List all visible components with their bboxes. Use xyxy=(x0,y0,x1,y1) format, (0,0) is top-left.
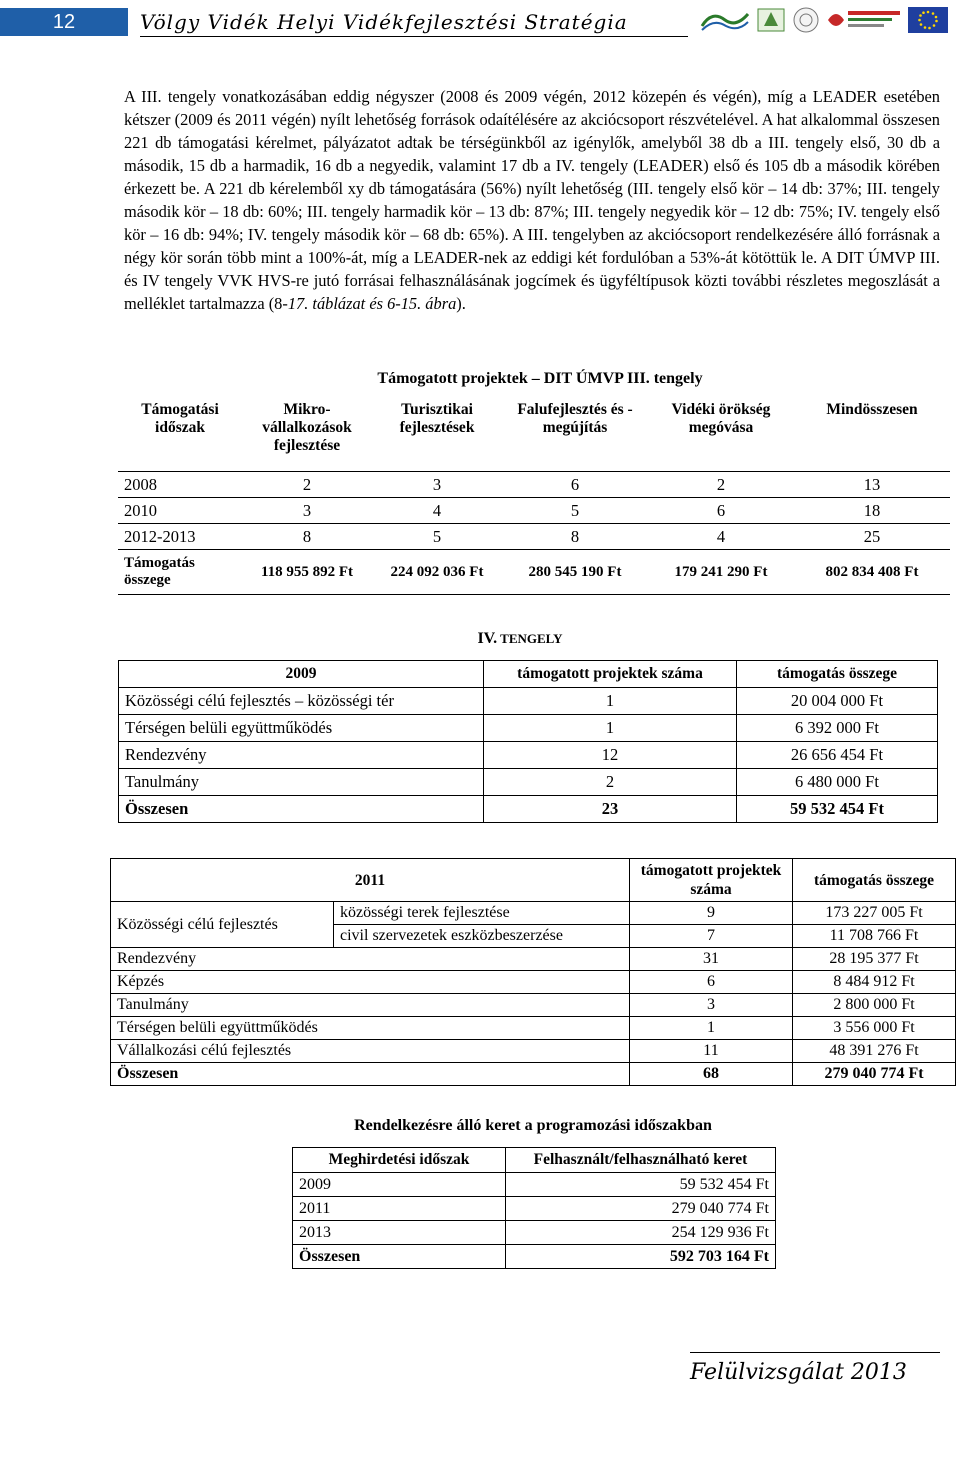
table-cell: 9 xyxy=(630,902,793,925)
table-cell: 2011 xyxy=(293,1197,506,1221)
table-cell: 25 xyxy=(794,524,950,550)
table-cell: 2013 xyxy=(293,1221,506,1245)
col-header: támogatás összege xyxy=(793,859,956,902)
table-cell: 3 xyxy=(630,994,793,1017)
table-cell: Térségen belüli együttműködés xyxy=(111,1017,630,1040)
table-cell: 6 xyxy=(648,498,794,524)
table-cell: Összesen xyxy=(119,796,484,823)
col-header: 2011 xyxy=(111,859,630,902)
table-total-row xyxy=(119,796,938,823)
col-header: támogatott projektek száma xyxy=(484,661,737,688)
table-cell: 11 xyxy=(630,1040,793,1063)
table-cell: 8 xyxy=(242,524,372,550)
paragraph-text: A III. tengely vonatkozásában eddig négyszer (2008 és 2009 végén, 2012 közepén és végén), míg a LEADER esetében kétszer (2009 és 2011 végén) nyílt lehetőség források odaítélésére az akciócsoport részvételével. A hat alkalommal összesen 221 db támogatási kérelmet, pályázatot adtak be térségünkből az igénylők, amelyből 38 db a III. tengely első, 30 db a második, 15 db a harmadik, 16 db a negyedik, valamint 17 db a IV. tengely (LEADER) első és 105 db a második körében érkezett be. A 221 db kérelemből xy db támogatására (56%) nyílt lehetőség (III. tengely első kör – 14 db: 37%; III. tengely második kör – 18 db: 60%; III. tengely harmadik kör – 13 db: 87%; III. tengely negyedik kör – 12 db: 75%; IV. tengely első kör – 16 db: 94%; IV. tengely második kör – 68 db: 65%). A III. tengelyben az akciócsoport rendelkezésére álló forrásnak a négy kör során több mint a 100%-át, míg a LEADER-nek az eddigi két fordulóban a 53%-át kötöttük le. A DIT ÚMVP III. és IV tengely VVK HVS-re jutó forrásai felhasználásának jogcímek és ügyféltípusok közti további részletes megoszlását a melléklet tartalmazza (8- xyxy=(124,87,940,313)
table-row xyxy=(111,1017,956,1040)
table-cell: 3 xyxy=(242,498,372,524)
table-cell: 6 480 000 Ft xyxy=(737,769,938,796)
col-header: Vidéki örökség megóvása xyxy=(671,401,771,436)
table-iv-2011 xyxy=(110,858,956,1086)
table-cell: 1 xyxy=(484,688,737,715)
table-cell: közösségi terek fejlesztése xyxy=(334,902,630,925)
table-cell: 5 xyxy=(372,524,502,550)
table1-title: Támogatott projektek – DIT ÚMVP III. tengely xyxy=(377,370,703,387)
table-row xyxy=(111,971,956,994)
col-header: Mindösszesen xyxy=(826,401,918,418)
col-header: Falufejlesztés és -megújítás xyxy=(517,401,633,436)
table-row xyxy=(118,472,950,498)
col-header: 2009 xyxy=(119,661,484,688)
table-cell: 48 391 276 Ft xyxy=(793,1040,956,1063)
table-cell: 6 xyxy=(502,472,648,498)
col-header: Turisztikai fejlesztések xyxy=(399,401,475,436)
table-cell: 802 834 408 Ft xyxy=(794,550,950,595)
table-cell: Képzés xyxy=(111,971,630,994)
table-cell: Összesen xyxy=(293,1245,506,1269)
table-cell: 173 227 005 Ft xyxy=(793,902,956,925)
table-cell: 12 xyxy=(484,742,737,769)
table-cell: Tanulmány xyxy=(119,769,484,796)
eu-flag-icon xyxy=(908,6,948,34)
table-cell: 3 xyxy=(372,472,502,498)
table-row xyxy=(111,1040,956,1063)
table-cell: 4 xyxy=(372,498,502,524)
table-cell: 2 xyxy=(242,472,372,498)
page-header xyxy=(0,0,960,44)
body-paragraph xyxy=(124,85,940,315)
table-cell: Tanulmány xyxy=(111,994,630,1017)
table-cell: 3 556 000 Ft xyxy=(793,1017,956,1040)
seal-logo xyxy=(792,6,820,34)
table-row xyxy=(119,715,938,742)
table-iv-2009 xyxy=(118,660,938,823)
col-header: Meghirdetési időszak xyxy=(293,1148,506,1173)
table-cell: 4 xyxy=(648,524,794,550)
table-cell: 2012-2013 xyxy=(118,524,242,550)
table-cell: 13 xyxy=(794,472,950,498)
table-cell: 26 656 454 Ft xyxy=(737,742,938,769)
table-cell: 11 708 766 Ft xyxy=(793,925,956,948)
table-total-row xyxy=(293,1245,776,1269)
header-rule xyxy=(140,36,688,37)
table-cell: Összesen xyxy=(111,1063,630,1086)
table-umvp-iii xyxy=(118,398,950,595)
table2-title-b: TENGELY xyxy=(497,631,563,646)
logo-strip xyxy=(700,6,950,34)
table-cell: 279 040 774 Ft xyxy=(506,1197,776,1221)
document-title: Völgy Vidék Helyi Vidékfejlesztési Stratégia xyxy=(140,10,628,34)
table-row xyxy=(293,1173,776,1197)
col-header: Felhasznált/felhasználható keret xyxy=(506,1148,776,1173)
table-cell: 279 040 774 Ft xyxy=(793,1063,956,1086)
table-row xyxy=(293,1221,776,1245)
table-cell: 1 xyxy=(630,1017,793,1040)
table-row xyxy=(111,902,956,925)
table-cell: 118 955 892 Ft xyxy=(242,550,372,595)
page-number: 12 xyxy=(0,8,128,36)
table-cell: 2009 xyxy=(293,1173,506,1197)
footer-rule xyxy=(690,1352,940,1353)
table-cell: 179 241 290 Ft xyxy=(648,550,794,595)
table-cell: 224 092 036 Ft xyxy=(372,550,502,595)
umvp-logo xyxy=(826,6,902,34)
table-cell: 68 xyxy=(630,1063,793,1086)
table-cell: 2008 xyxy=(118,472,242,498)
table-budget-periods xyxy=(292,1147,776,1269)
paragraph-italic: 17. táblázat és 6-15. ábra xyxy=(287,294,457,313)
table-cell: 59 532 454 Ft xyxy=(506,1173,776,1197)
table-amount-row xyxy=(118,550,950,595)
table-cell: 59 532 454 Ft xyxy=(737,796,938,823)
table-row xyxy=(119,769,938,796)
table-total-row xyxy=(111,1063,956,1086)
table-cell: 28 195 377 Ft xyxy=(793,948,956,971)
footer-text: Felülvizsgálat 2013 xyxy=(690,1360,907,1385)
table-cell: 5 xyxy=(502,498,648,524)
table-row xyxy=(293,1197,776,1221)
table-cell: Térségen belüli együttműködés xyxy=(119,715,484,742)
paragraph-end: ). xyxy=(456,294,466,313)
table-cell: 18 xyxy=(794,498,950,524)
table-row xyxy=(118,524,950,550)
col-header: Támogatási időszak xyxy=(141,401,219,436)
table2-title-a: IV. xyxy=(477,630,498,647)
table-cell: 31 xyxy=(630,948,793,971)
table4-title: Rendelkezésre álló keret a programozási időszakban xyxy=(354,1117,712,1134)
table-cell: 2 xyxy=(648,472,794,498)
col-header: Mikro-vállalkozások fejlesztése xyxy=(262,401,352,454)
table-header-row xyxy=(293,1148,776,1173)
table-cell: civil szervezetek eszközbeszerzése xyxy=(334,925,630,948)
table2-title xyxy=(440,630,600,648)
table-cell: 8 xyxy=(502,524,648,550)
table-cell: 20 004 000 Ft xyxy=(737,688,938,715)
table-cell: 6 xyxy=(630,971,793,994)
table-header-row xyxy=(119,661,938,688)
table-cell: 254 129 936 Ft xyxy=(506,1221,776,1245)
table-cell: 8 484 912 Ft xyxy=(793,971,956,994)
table-cell: Közösségi célú fejlesztés xyxy=(111,902,334,948)
table-cell: 2 800 000 Ft xyxy=(793,994,956,1017)
table-cell: Támogatás összege xyxy=(118,550,242,595)
table-cell: 23 xyxy=(484,796,737,823)
table-cell: 280 545 190 Ft xyxy=(502,550,648,595)
table-cell: 2 xyxy=(484,769,737,796)
table-header-row xyxy=(111,859,956,902)
table-row xyxy=(111,994,956,1017)
table-cell: Vállalkozási célú fejlesztés xyxy=(111,1040,630,1063)
table-cell: Közösségi célú fejlesztés – közösségi tér xyxy=(119,688,484,715)
table-cell: 6 392 000 Ft xyxy=(737,715,938,742)
volgyvidek-logo xyxy=(700,6,750,34)
table-header-row xyxy=(118,398,950,472)
table-cell: 7 xyxy=(630,925,793,948)
col-header: támogatás összege xyxy=(737,661,938,688)
table-cell: 1 xyxy=(484,715,737,742)
table-cell: 592 703 164 Ft xyxy=(506,1245,776,1269)
col-header: támogatott projektek száma xyxy=(630,859,793,902)
table-cell: 2010 xyxy=(118,498,242,524)
table-row xyxy=(119,688,938,715)
table-row xyxy=(111,948,956,971)
table-row xyxy=(118,498,950,524)
table-cell: Rendezvény xyxy=(119,742,484,769)
leader-logo xyxy=(756,6,786,34)
table-row xyxy=(119,742,938,769)
table-cell: Rendezvény xyxy=(111,948,630,971)
